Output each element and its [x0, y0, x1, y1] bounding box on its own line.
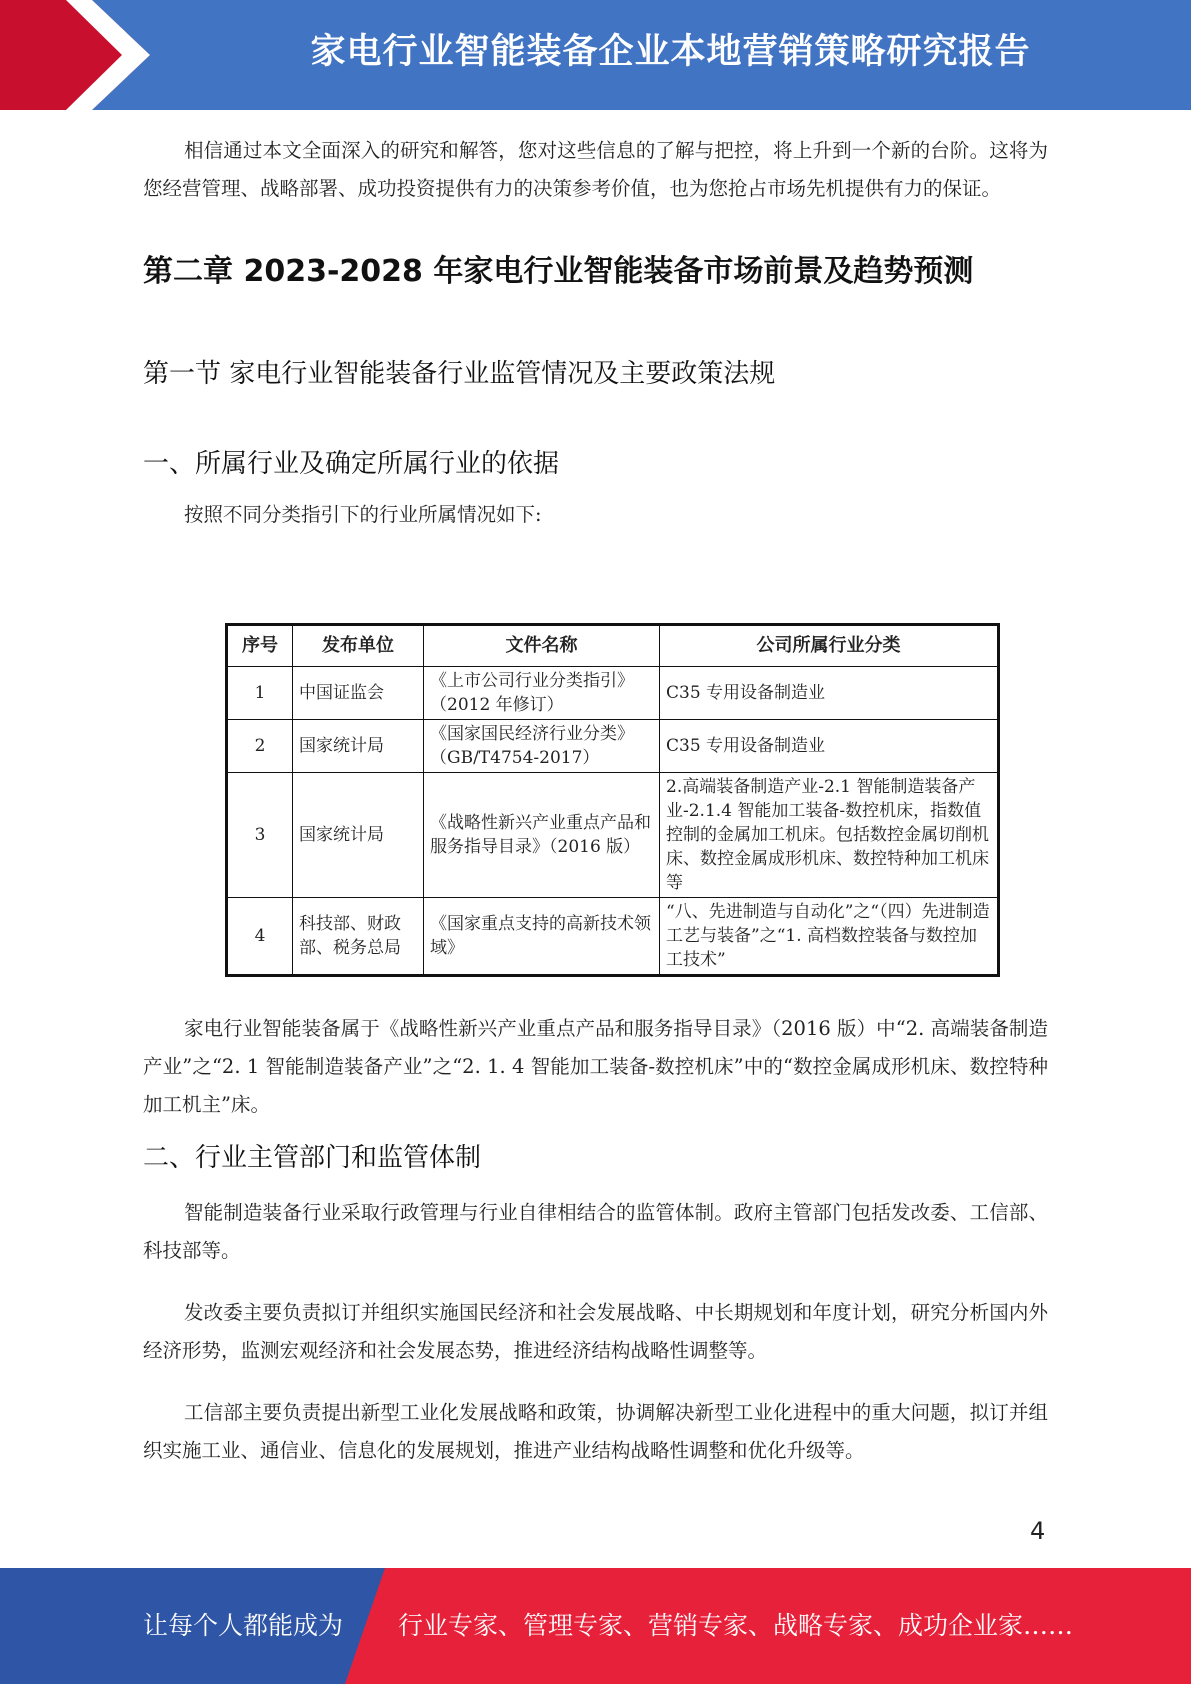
- table-row: [227, 898, 999, 976]
- lower-content: [143, 1010, 1048, 1470]
- table-row: [227, 720, 999, 773]
- table-row: [227, 773, 999, 898]
- page-footer: [0, 1568, 1191, 1684]
- table-cell: 2.高端装备制造产业-2.1 智能制造装备产业-2.1.4 智能加工装备-数控机床，指数值控制的金属加工机床。包括数控金属切削机床、数控金属成形机床、数控特种加工机床等: [660, 773, 999, 898]
- main-content: [143, 132, 1048, 534]
- table-cell: 科技部、财政部、税务总局: [293, 898, 424, 976]
- regulation-paragraph-2: 发改委主要负责拟订并组织实施国民经济和社会发展战略、中长期规划和年度计划，研究分析国内外经济形势，监测宏观经济和社会发展态势，推进经济结构战略性调整等。: [143, 1301, 1048, 1362]
- table-cell: 国家统计局: [293, 773, 424, 898]
- table-header-cell: 序号: [227, 625, 293, 667]
- subsection-title-2: 二、行业主管部门和监管体制: [143, 1143, 482, 1173]
- table-cell: 《战略性新兴产业重点产品和服务指导目录》（2016 版）: [424, 773, 660, 898]
- subsection-title-1: 一、所属行业及确定所属行业的依据: [143, 449, 560, 479]
- intro-paragraph: 相信通过本文全面深入的研究和解答，您对这些信息的了解与把控，将上升到一个新的台阶。这将为您经营管理、战略部署、成功投资提供有力的决策参考价值，也为您抢占市场先机提供有力的保证。: [143, 139, 1048, 200]
- table-cell: 《上市公司行业分类指引》（2012 年修订）: [424, 667, 660, 720]
- page-number: 4: [1030, 1517, 1046, 1545]
- table-cell: “八、先进制造与自动化”之“（四）先进制造工艺与装备”之“1. 高档数控装备与数控加工技术”: [660, 898, 999, 976]
- table-cell: 中国证监会: [293, 667, 424, 720]
- table-lead-paragraph: 按照不同分类指引下的行业所属情况如下:: [184, 503, 542, 526]
- regulation-paragraph-1: 智能制造装备行业采取行政管理与行业自律相结合的监管体制。政府主管部门包括发改委、工信部、科技部等。: [143, 1201, 1048, 1262]
- footer-slogan-left: 让每个人都能成为: [143, 1611, 344, 1640]
- table-cell: 《国家重点支持的高新技术领域》: [424, 898, 660, 976]
- after-table-paragraph: 家电行业智能装备属于《战略性新兴产业重点产品和服务指导目录》（2016 版）中“2. 高端装备制造产业”之“2. 1 智能制造装备产业”之“2. 1. 4 智能加工装备-数控机床”中的“数控金属成形机床、数控特种加工机主”床。: [143, 1017, 1048, 1116]
- table-cell: 国家统计局: [293, 720, 424, 773]
- table-header-cell: 公司所属行业分类: [660, 625, 999, 667]
- section-title: 第一节 家电行业智能装备行业监管情况及主要政策法规: [143, 359, 776, 389]
- table-cell: 4: [227, 898, 293, 976]
- table-cell: 1: [227, 667, 293, 720]
- industry-classification-table: [225, 623, 1000, 977]
- page-header: [0, 0, 1191, 110]
- table-cell: 《国家国民经济行业分类》（GB/T4754-2017）: [424, 720, 660, 773]
- table-cell: C35 专用设备制造业: [660, 667, 999, 720]
- table-header-cell: 发布单位: [293, 625, 424, 667]
- chapter-title: 第二章 2023-2028 年家电行业智能装备市场前景及趋势预测: [143, 254, 974, 289]
- table-cell: C35 专用设备制造业: [660, 720, 999, 773]
- table-header-cell: 文件名称: [424, 625, 660, 667]
- regulation-paragraph-3: 工信部主要负责提出新型工业化发展战略和政策，协调解决新型工业化进程中的重大问题，拟订并组织实施工业、通信业、信息化的发展规划，推进产业结构战略性调整和优化升级等。: [143, 1401, 1048, 1462]
- table-cell: 2: [227, 720, 293, 773]
- table-row: [227, 667, 999, 720]
- footer-slogan-right: 行业专家、管理专家、营销专家、战略专家、成功企业家……: [398, 1611, 1074, 1640]
- header-title: 家电行业智能装备企业本地营销策略研究报告: [310, 32, 1031, 72]
- table-header-row: [227, 625, 999, 667]
- table-cell: 3: [227, 773, 293, 898]
